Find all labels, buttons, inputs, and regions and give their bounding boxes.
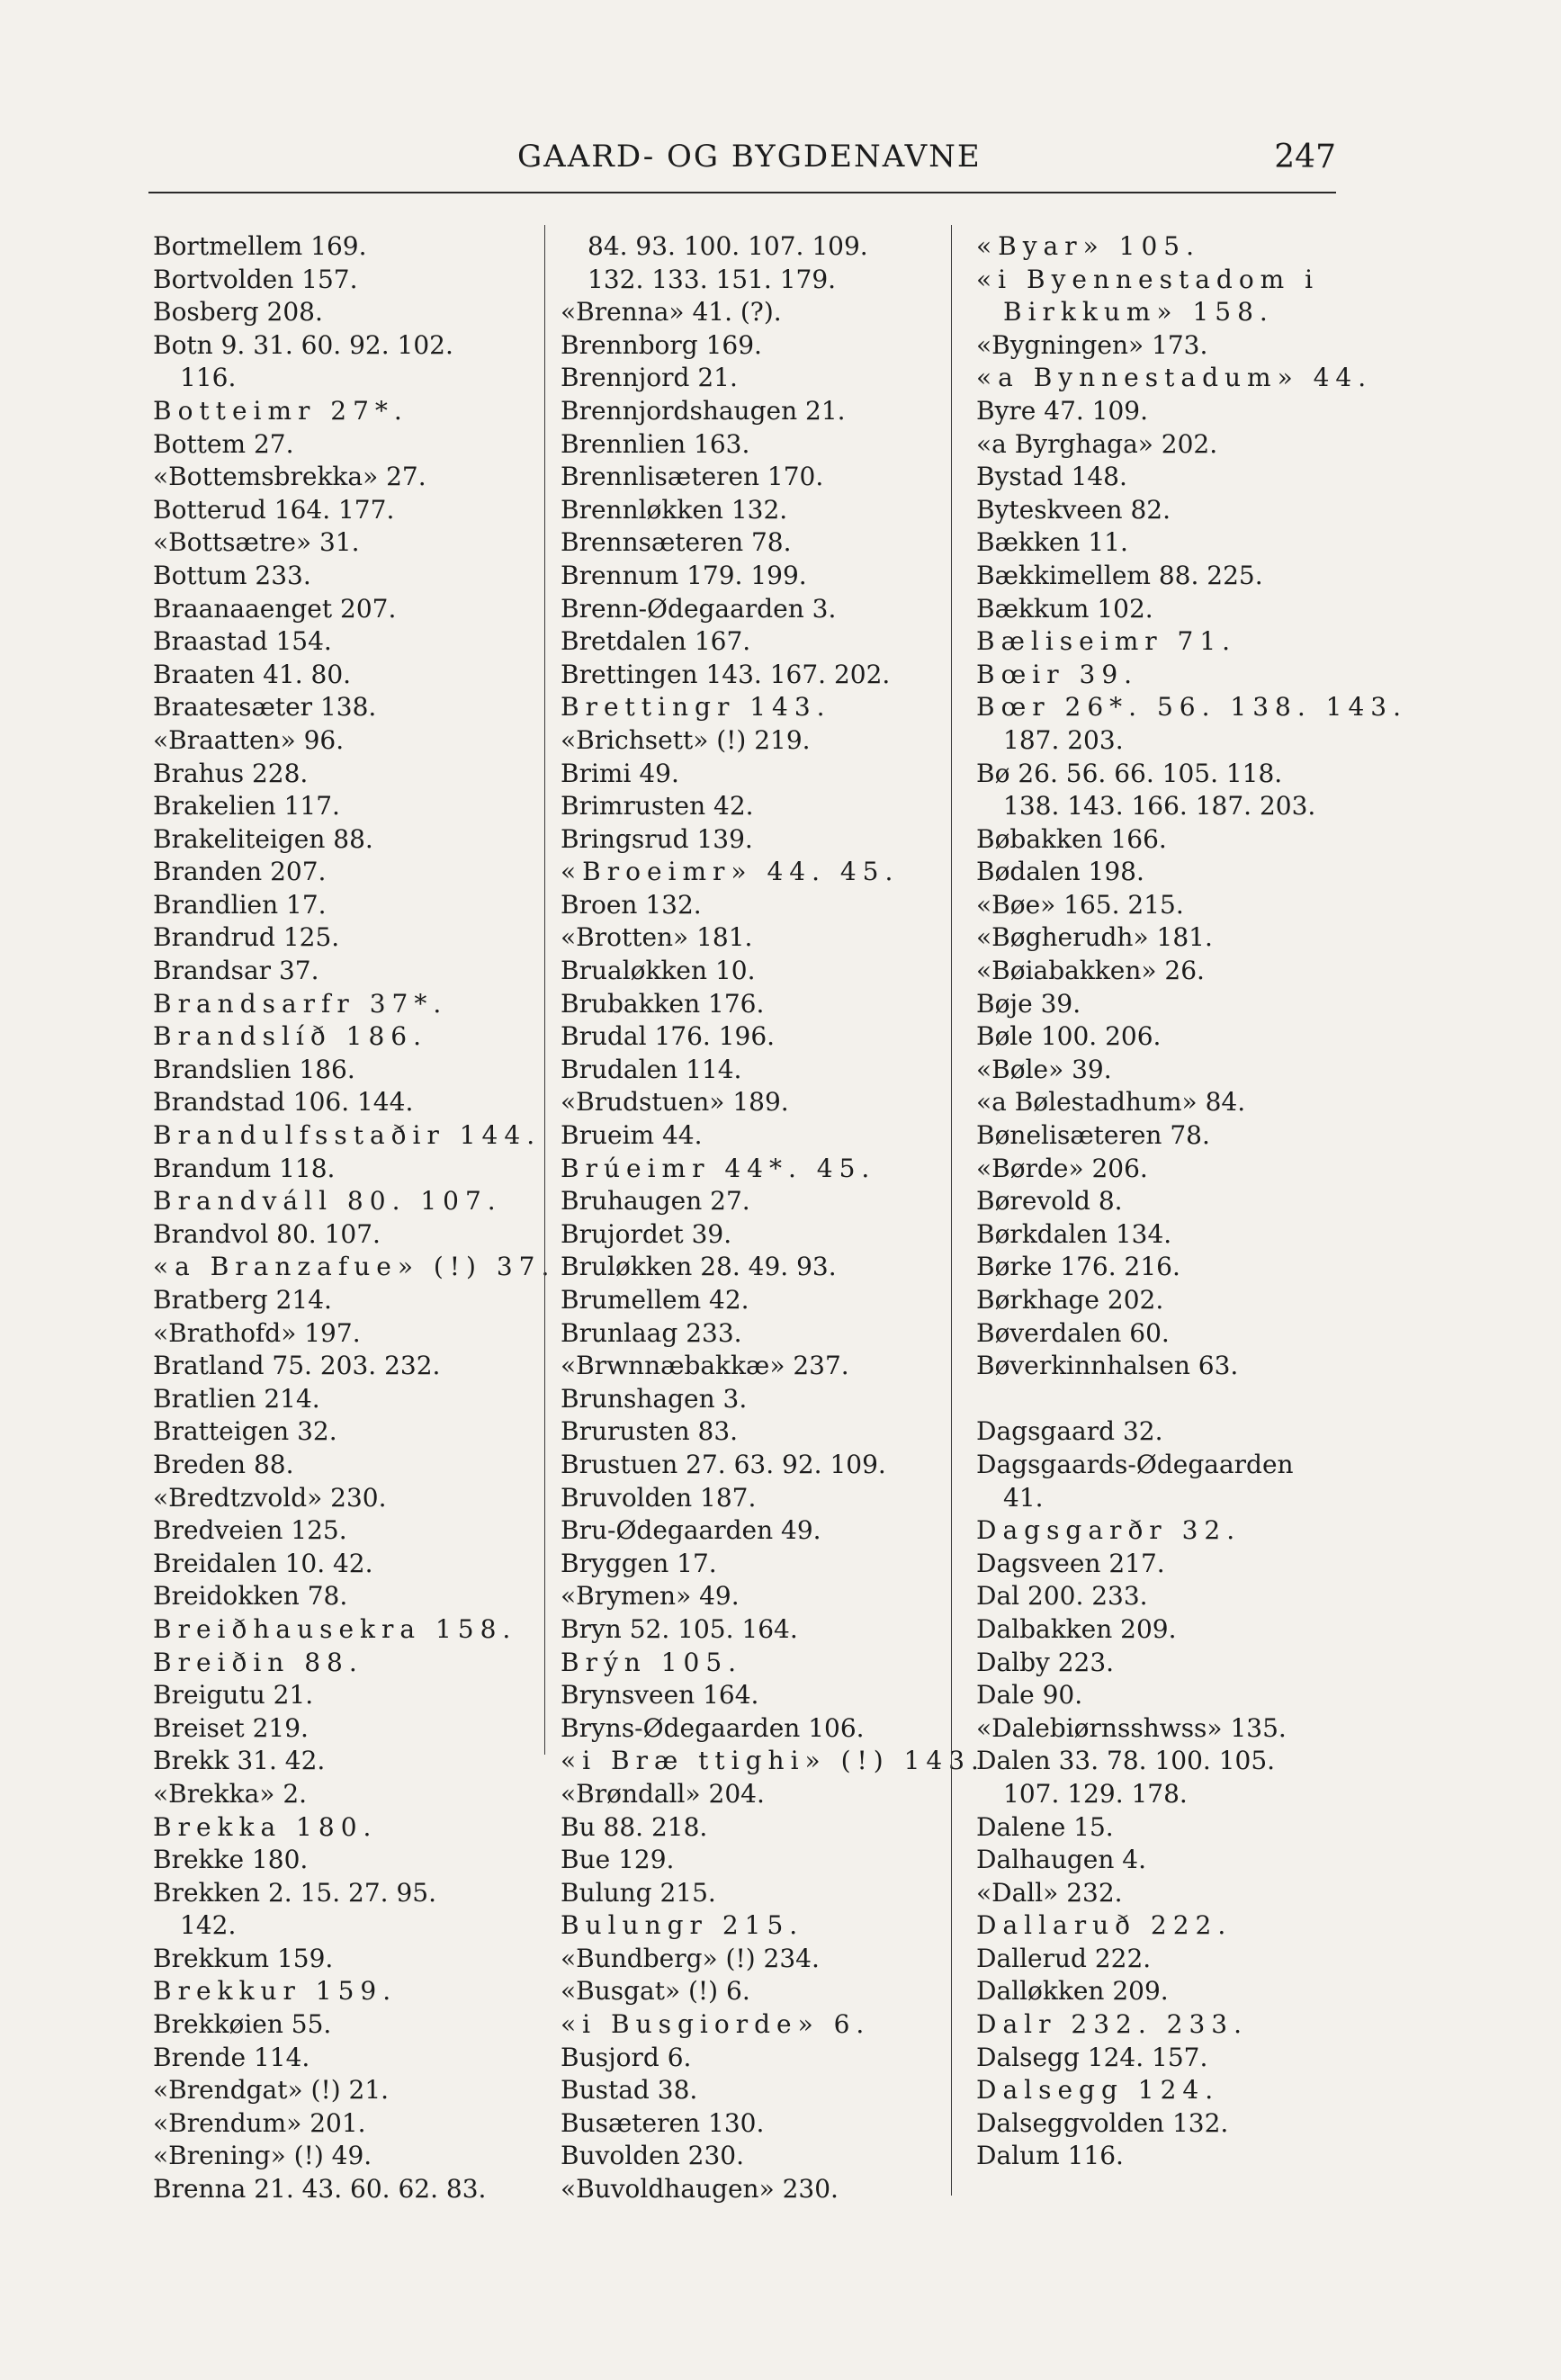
index-entry: Bottem 27. — [153, 428, 294, 459]
index-entry: Dagsveen 217. — [976, 1548, 1165, 1578]
index-entry: Brakeliteigen 88. — [153, 823, 373, 854]
index-entry: Branden 207. — [153, 857, 327, 887]
index-entry: Bækkum 102. — [976, 593, 1153, 624]
page-number: 247 — [1274, 139, 1336, 175]
index-entry: Brimrusten 42. — [561, 791, 754, 822]
index-entry: Dalbakken 209. — [976, 1613, 1177, 1644]
index-entry: Brueim 44. — [561, 1120, 703, 1151]
index-entry: Brudalen 114. — [561, 1054, 742, 1084]
index-entry: 116. — [180, 363, 237, 393]
index-entry: Bruhaugen 27. — [561, 1186, 750, 1217]
index-entry: Breiðin 88. — [153, 1647, 363, 1677]
index-entry: Busjord 6. — [561, 2042, 692, 2072]
index-entry: Dagsgaards-Ødegaarden — [976, 1449, 1294, 1479]
index-entry: Bringsrud 139. — [561, 823, 753, 854]
index-entry: 84. 93. 100. 107. 109. — [588, 231, 868, 261]
header-rule — [148, 192, 1336, 193]
index-entry: Bratlien 214. — [153, 1383, 320, 1414]
index-entry: Dagsgaard 32. — [976, 1416, 1163, 1447]
index-entry: «Brathofd» 197. — [153, 1317, 361, 1348]
index-entry: 138. 143. 166. 187. 203. — [1003, 791, 1316, 822]
index-entry: Brandsar 37. — [153, 956, 319, 986]
index-entry: Brustuen 27. 63. 92. 109. — [561, 1449, 886, 1479]
index-entry: Bryggen 17. — [561, 1548, 717, 1578]
index-entry: Brekk 31. 42. — [153, 1746, 326, 1776]
index-entry: «Brymen» 49. — [561, 1581, 740, 1612]
index-entry: Brandulfsstaðir 144. — [153, 1120, 542, 1151]
index-entry: Brennborg 169. — [561, 329, 762, 360]
index-entry: Brekkum 159. — [153, 1943, 334, 1973]
index-entry: Brandvol 80. 107. — [153, 1218, 381, 1249]
index-entry: Bødalen 198. — [976, 857, 1144, 887]
index-entry: Brynsveen 164. — [561, 1680, 759, 1711]
column-divider-2 — [951, 225, 952, 2196]
index-entry: Brennum 179. 199. — [561, 560, 807, 590]
index-entry: «a Bynnestadum» 44. — [976, 363, 1373, 393]
index-entry: Børkhage 202. — [976, 1285, 1164, 1315]
index-entry: Brúeimr 44*. 45. — [561, 1153, 876, 1183]
index-entry: «Brenna» 41. (?). — [561, 297, 782, 328]
index-entry: «Bottemsbrekka» 27. — [153, 462, 426, 492]
index-entry: «Børde» 206. — [976, 1153, 1148, 1183]
index-entry: «Bøgherudh» 181. — [976, 922, 1213, 953]
index-entry: Breigutu 21. — [153, 1680, 314, 1711]
index-entry: «Bottsætre» 31. — [153, 527, 360, 558]
index-entry: «Braatten» 96. — [153, 724, 345, 755]
index-entry: Breidalen 10. 42. — [153, 1548, 373, 1578]
index-entry: Botterud 164. 177. — [153, 494, 395, 525]
index-entry: Bustad 38. — [561, 2075, 698, 2106]
index-entry: Brennjordshaugen 21. — [561, 395, 846, 426]
index-entry: Brýn 105. — [561, 1647, 743, 1677]
index-entry: Bretdalen 167. — [561, 626, 751, 657]
index-entry: Bystad 148. — [976, 462, 1127, 492]
index-entry: «Brotten» 181. — [561, 922, 753, 953]
index-entry: Børevold 8. — [976, 1186, 1123, 1217]
index-entry: «Brichsett» (!) 219. — [561, 724, 811, 755]
index-entry: Børke 176. 216. — [976, 1252, 1180, 1282]
index-entry: Dalr 232. 233. — [976, 2009, 1248, 2040]
index-entry: «i Bræ ttighi» (!) 143. — [561, 1746, 985, 1776]
index-entry: Brennjord 21. — [561, 363, 738, 393]
index-entry: Breiðhausekra 158. — [153, 1613, 517, 1644]
index-entry: Botn 9. 31. 60. 92. 102. — [153, 329, 453, 360]
index-entry: Dal 200. 233. — [976, 1581, 1148, 1612]
index-entry: «a Branzafue» (!) 37. — [153, 1252, 556, 1282]
index-entry: Brualøkken 10. — [561, 956, 756, 986]
index-entry: Bulung 215. — [561, 1877, 716, 1908]
index-entry: «Bøiabakken» 26. — [976, 956, 1205, 986]
index-entry: Braastad 154. — [153, 626, 332, 657]
index-entry: Brennlisæteren 170. — [561, 462, 824, 492]
index-entry: Braaten 41. 80. — [153, 659, 352, 689]
index-entry: Bøje 39. — [976, 988, 1081, 1019]
index-entry: Buvolden 230. — [561, 2141, 745, 2171]
index-entry: «Bundberg» (!) 234. — [561, 1943, 820, 1973]
index-entry: Bottum 233. — [153, 560, 311, 590]
index-entry: Brenn-Ødegaarden 3. — [561, 593, 837, 624]
index-entry: «Dall» 232. — [976, 1877, 1123, 1908]
index-entry: Brennlien 163. — [561, 428, 750, 459]
index-entry: «i Byennestadom i — [976, 264, 1320, 294]
index-entry: Dalen 33. 78. 100. 105. — [976, 1746, 1276, 1776]
index-entry: Brennløkken 132. — [561, 494, 788, 525]
index-entry: «Dalebiørnsshwss» 135. — [976, 1712, 1287, 1743]
index-entry: Botteimr 27*. — [153, 395, 408, 426]
index-entry: Brudal 176. 196. — [561, 1021, 776, 1052]
index-entry: Brunshagen 3. — [561, 1383, 748, 1414]
index-entry: «Busgat» (!) 6. — [561, 1976, 750, 2007]
index-entry: Brahus 228. — [153, 758, 309, 788]
index-entry: «Brendgat» (!) 21. — [153, 2075, 390, 2106]
index-entry: Bortvolden 157. — [153, 264, 358, 294]
index-column-1 — [153, 230, 556, 2206]
index-entry: Brekken 2. 15. 27. 95. — [153, 1877, 436, 1908]
index-entry: Bø 26. 56. 66. 105. 118. — [976, 758, 1283, 788]
index-entry: Brandrud 125. — [153, 922, 340, 953]
index-entry: Brenna 21. 43. 60. 62. 83. — [153, 2174, 487, 2205]
index-entry: «Brøndall» 204. — [561, 1778, 765, 1809]
index-entry: Dalseggvolden 132. — [976, 2107, 1229, 2138]
index-column-3 — [976, 230, 1407, 2173]
index-entry: «Bredtzvold» 230. — [153, 1482, 387, 1513]
index-entry: Brekka 180. — [153, 1811, 378, 1842]
index-entry: Breidokken 78. — [153, 1581, 348, 1612]
index-entry: Busæteren 130. — [561, 2107, 765, 2138]
index-entry: Dalum 116. — [976, 2141, 1124, 2171]
index-entry: Dalhaugen 4. — [976, 1845, 1146, 1875]
index-entry: 142. — [180, 1910, 237, 1941]
index-entry: Dale 90. — [976, 1680, 1083, 1711]
index-entry: Dalby 223. — [976, 1647, 1115, 1677]
index-entry: Brandstad 106. 144. — [153, 1087, 414, 1118]
index-entry: Bœr 26*. 56. 138. 143. — [976, 692, 1407, 723]
index-entry: «Brening» (!) 49. — [153, 2141, 372, 2171]
index-entry: Brujordet 39. — [561, 1218, 732, 1249]
index-entry: «Bygningen» 173. — [976, 329, 1208, 360]
index-entry: Bratberg 214. — [153, 1285, 332, 1315]
index-entry: «Bøle» 39. — [976, 1054, 1112, 1084]
index-entry: Brettingen 143. 167. 202. — [561, 659, 891, 689]
index-entry: Brandslien 186. — [153, 1054, 355, 1084]
running-title: GAARD- OG BYGDENAVNE — [517, 139, 982, 175]
index-entry: Dalene 15. — [976, 1811, 1114, 1842]
index-entry: Brandum 118. — [153, 1153, 336, 1183]
index-entry: Bratteigen 32. — [153, 1416, 337, 1447]
index-entry: Bøle 100. 206. — [976, 1021, 1162, 1052]
index-entry: Byre 47. 109. — [976, 395, 1149, 426]
index-entry: Braanaaenget 207. — [153, 593, 397, 624]
index-column-2 — [561, 230, 985, 2206]
index-entry: Bosberg 208. — [153, 297, 323, 328]
index-entry: «Bøe» 165. 215. — [976, 889, 1184, 920]
index-entry: Brandlien 17. — [153, 889, 327, 920]
index-entry: Brandslíð 186. — [153, 1021, 427, 1052]
index-entry: Dagsgarðr 32. — [976, 1515, 1242, 1546]
index-entry: Dallaruð 222. — [976, 1910, 1233, 1941]
index-entry: 107. 129. 178. — [1003, 1778, 1188, 1809]
index-entry: Breden 88. — [153, 1449, 294, 1479]
index-entry: Bue 129. — [561, 1845, 675, 1875]
index-entry: Bruløkken 28. 49. 93. — [561, 1252, 837, 1282]
index-entry: Breiset 219. — [153, 1712, 309, 1743]
index-entry: Bortmellem 169. — [153, 231, 367, 261]
index-entry: Brekkur 159. — [153, 1976, 398, 2007]
index-entry: Bøverkinnhalsen 63. — [976, 1351, 1239, 1381]
index-entry: «Buvoldhaugen» 230. — [561, 2174, 839, 2205]
index-entry: «a Byrghaga» 202. — [976, 428, 1218, 459]
index-entry: Bryn 52. 105. 164. — [561, 1613, 798, 1644]
index-entry: Bønelisæteren 78. — [976, 1120, 1210, 1151]
index-entry: Bœir 39. — [976, 659, 1139, 689]
index-entry: Bækken 11. — [976, 527, 1128, 558]
index-entry: «Broeimr» 44. 45. — [561, 857, 900, 887]
index-entry: Bøbakken 166. — [976, 823, 1167, 854]
index-entry: 132. 133. 151. 179. — [588, 264, 837, 294]
index-entry: «Brekka» 2. — [153, 1778, 308, 1809]
index-entry: Bruvolden 187. — [561, 1482, 757, 1513]
index-entry: «Byar» 105. — [976, 231, 1200, 261]
index-entry: Broen 132. — [561, 889, 702, 920]
index-entry: Bækkimellem 88. 225. — [976, 560, 1263, 590]
index-entry: Dallerud 222. — [976, 1943, 1152, 1973]
index-entry: Brubakken 176. — [561, 988, 765, 1019]
index-entry: Dalsegg 124. 157. — [976, 2042, 1208, 2072]
index-entry: Brandváll 80. 107. — [153, 1186, 502, 1217]
index-entry: Brunlaag 233. — [561, 1317, 742, 1348]
index-entry: Brende 114. — [153, 2042, 310, 2072]
index-entry: Brakelien 117. — [153, 791, 340, 822]
index-entry: Brandsarfr 37*. — [153, 988, 448, 1019]
index-entry: Bu 88. 218. — [561, 1811, 708, 1842]
index-entry: «Brwnnæbakkæ» 237. — [561, 1351, 849, 1381]
index-entry: Bæliseimr 71. — [976, 626, 1237, 657]
index-entry: «Brendum» 201. — [153, 2107, 366, 2138]
index-entry: «i Busgiorde» 6. — [561, 2009, 871, 2040]
index-entry: 187. 203. — [1003, 724, 1124, 755]
index-entry: Birkkum» 158. — [1003, 297, 1274, 328]
index-entry: Brennsæteren 78. — [561, 527, 792, 558]
index-entry: Brurusten 83. — [561, 1416, 739, 1447]
index-entry: Braatesæter 138. — [153, 692, 377, 723]
column-divider-1 — [544, 225, 545, 1755]
index-entry: Bryns-Ødegaarden 106. — [561, 1712, 865, 1743]
index-entry: Brumellem 42. — [561, 1285, 749, 1315]
index-entry: Dalsegg 124. — [976, 2075, 1220, 2106]
index-entry: Bulungr 215. — [561, 1910, 804, 1941]
index-entry: Brekkøien 55. — [153, 2009, 332, 2040]
index-entry: «a Bølestadhum» 84. — [976, 1087, 1246, 1118]
index-entry: Børkdalen 134. — [976, 1218, 1172, 1249]
index-entry: Brettingr 143. — [561, 692, 831, 723]
index-entry: Brimi 49. — [561, 758, 679, 788]
index-entry: 41. — [1003, 1482, 1044, 1513]
index-entry: Bredveien 125. — [153, 1515, 347, 1546]
index-entry: Bru-Ødegaarden 49. — [561, 1515, 821, 1546]
index-entry: Bratland 75. 203. 232. — [153, 1351, 441, 1381]
index-entry: Brekke 180. — [153, 1845, 309, 1875]
page-header — [148, 135, 1336, 189]
index-entry: «Brudstuen» 189. — [561, 1087, 789, 1118]
index-entry: Byteskveen 82. — [976, 494, 1171, 525]
index-entry: Dalløkken 209. — [976, 1976, 1169, 2007]
index-entry: Bøverdalen 60. — [976, 1317, 1170, 1348]
